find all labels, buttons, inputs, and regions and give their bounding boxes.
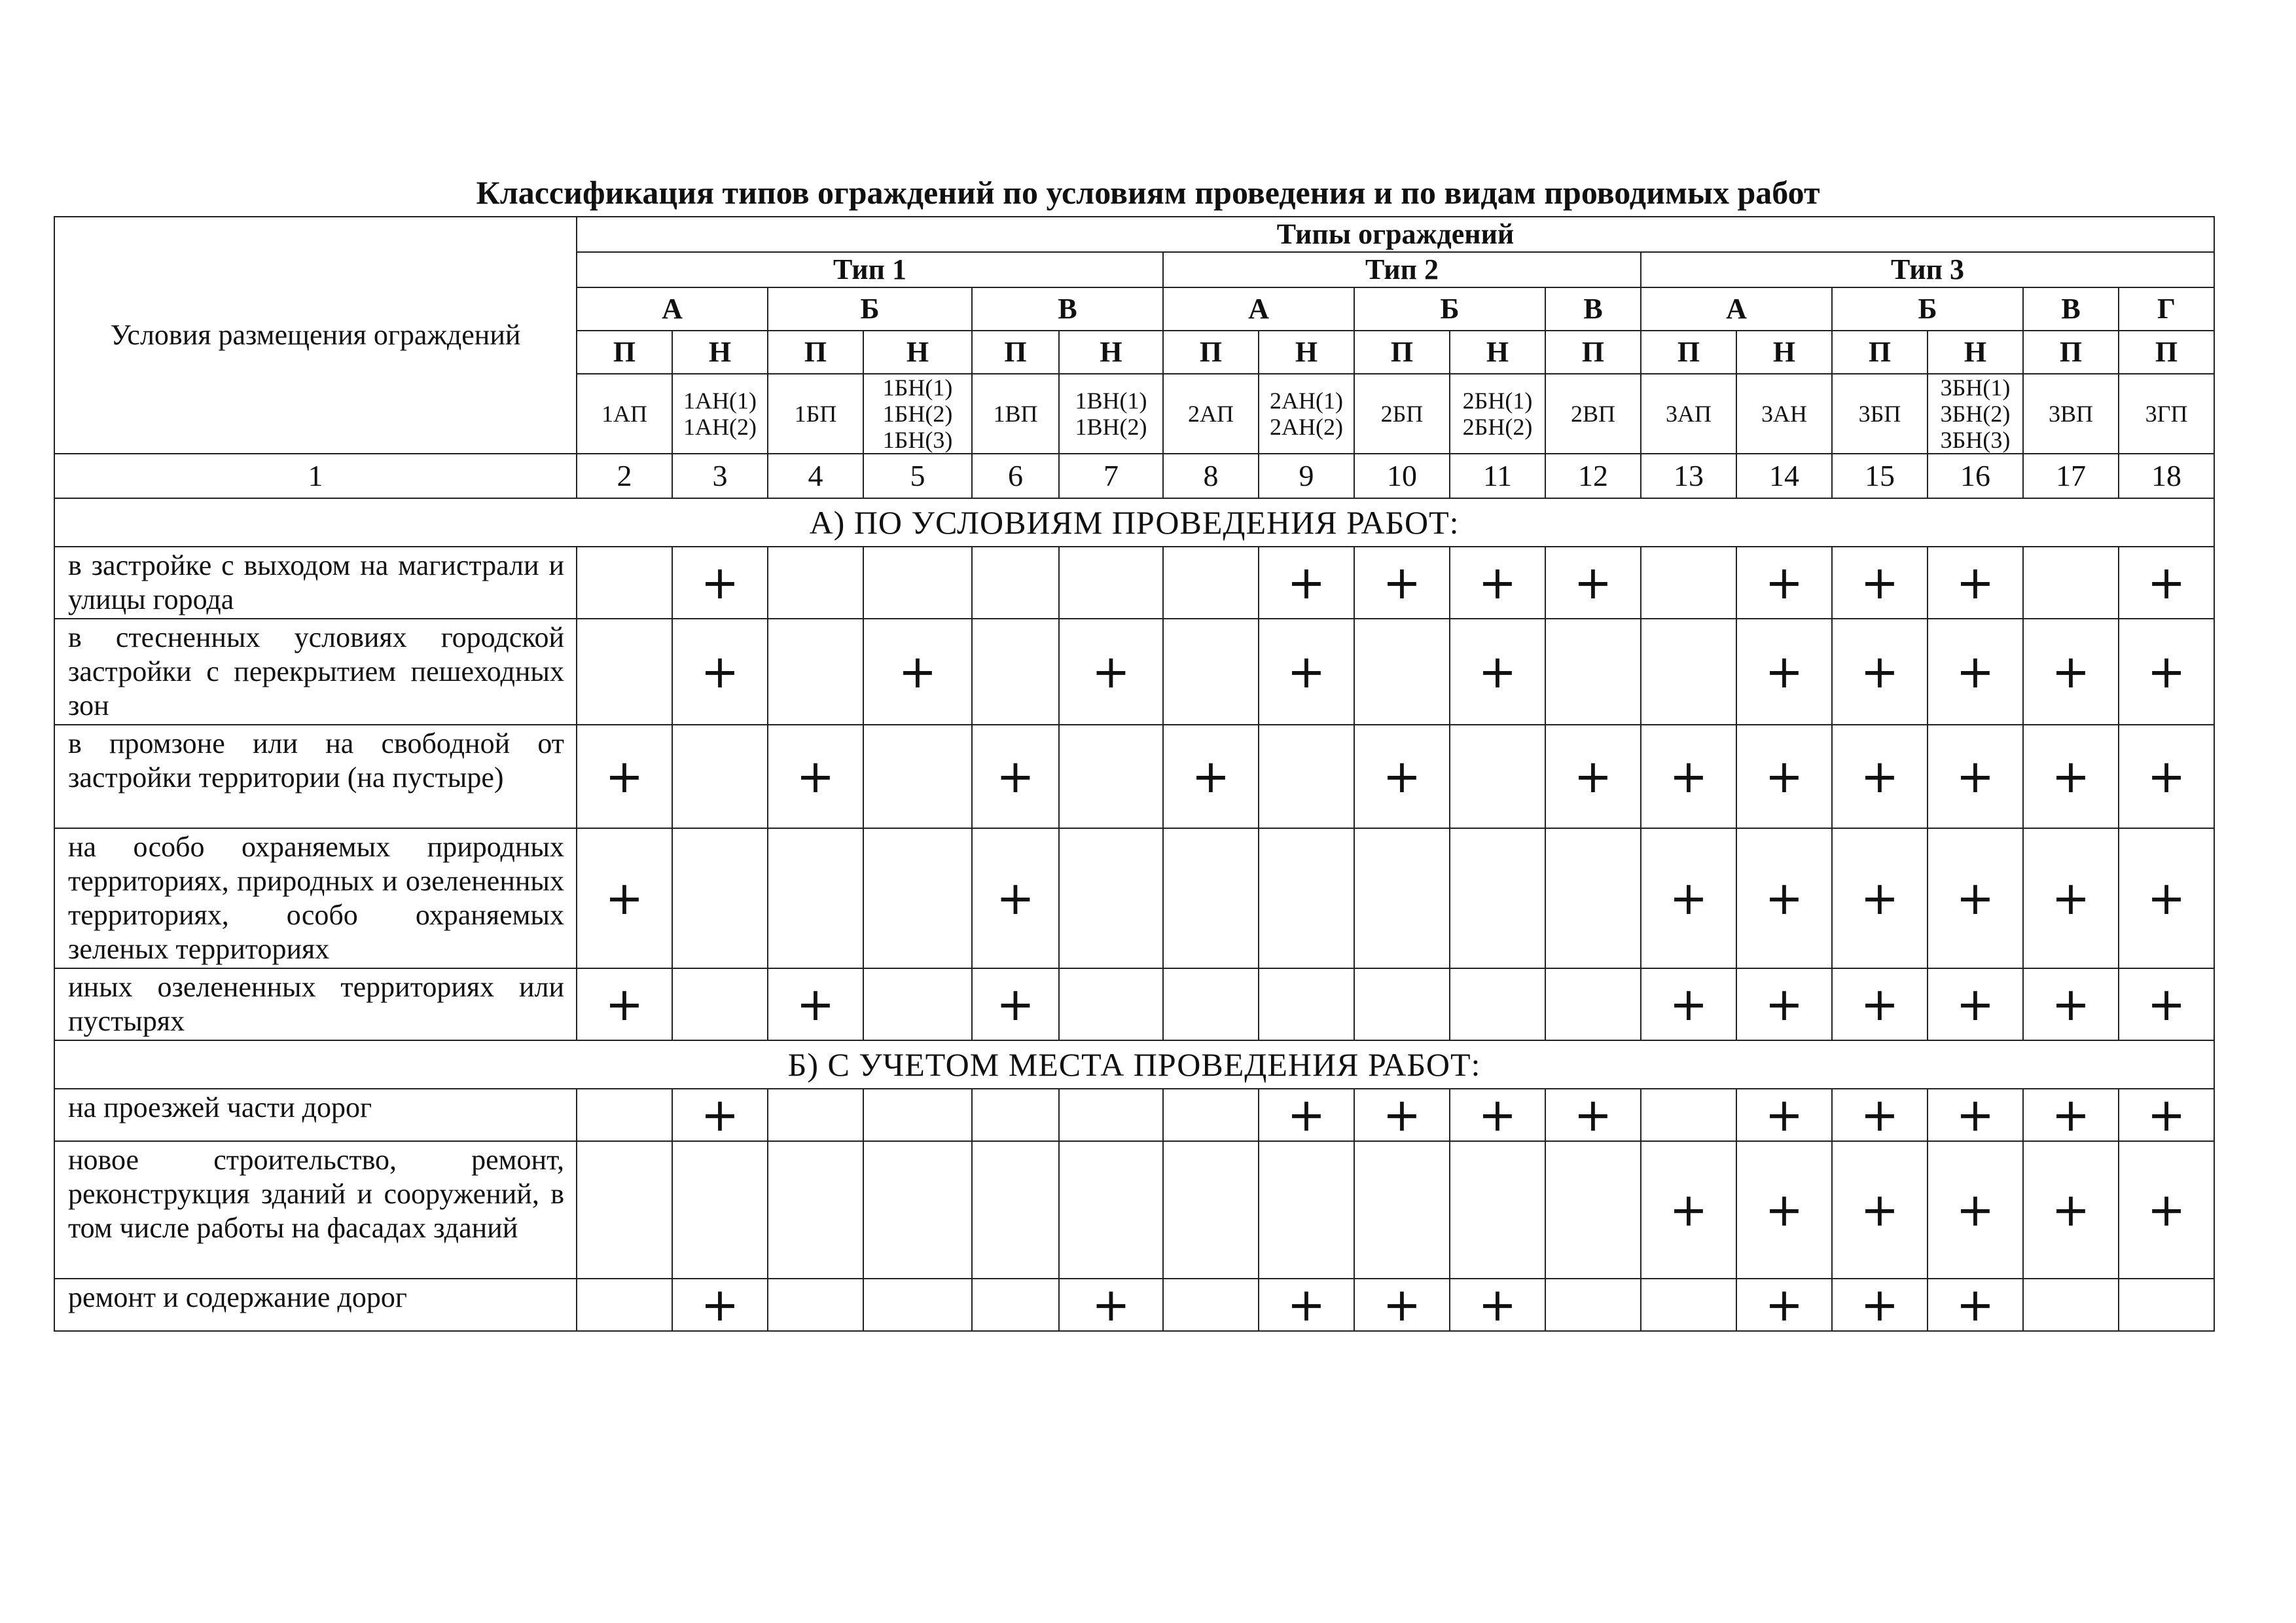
empty-cell xyxy=(1163,828,1259,968)
fence-code xyxy=(672,374,768,454)
empty-cell xyxy=(1163,547,1259,619)
plus-mark: + xyxy=(1259,1089,1354,1141)
empty-cell xyxy=(1163,1089,1259,1141)
plus-mark: + xyxy=(1832,1141,1928,1279)
fence-code-line: 2БН(2) xyxy=(1462,414,1533,440)
empty-cell xyxy=(1259,968,1354,1040)
fence-code-line: 2БН(1) xyxy=(1462,388,1533,414)
group-header: В xyxy=(972,287,1163,331)
condition-label: ремонт и содержание дорог xyxy=(54,1279,577,1331)
plus-mark: + xyxy=(1450,547,1545,619)
pn-header: Н xyxy=(1059,331,1163,374)
pn-header: Н xyxy=(1928,331,2023,374)
pn-header: П xyxy=(768,331,863,374)
plus-mark: + xyxy=(863,619,972,725)
plus-mark: + xyxy=(1545,725,1641,828)
fence-code-line: 3БН(2) xyxy=(1940,401,2011,427)
plus-mark: + xyxy=(1928,725,2023,828)
plus-mark: + xyxy=(1832,725,1928,828)
group-header: Б xyxy=(1354,287,1545,331)
empty-cell xyxy=(1641,1089,1736,1141)
fence-code-line: 1АП xyxy=(601,401,647,427)
empty-cell xyxy=(2023,547,2119,619)
document-title: Классификация типов ограждений по условиям проведения и по видам проводимых работ xyxy=(476,174,1820,211)
fence-code xyxy=(1928,374,2023,454)
fence-code-line: 1БН(3) xyxy=(882,427,953,453)
condition-label: новое строительство, ремонт, реконструкция зданий и сооружений, в том числе работы на фасадах зданий xyxy=(54,1141,577,1279)
empty-cell xyxy=(1545,619,1641,725)
plus-mark: + xyxy=(1928,828,2023,968)
plus-mark: + xyxy=(2119,828,2214,968)
empty-cell xyxy=(577,1141,672,1279)
plus-mark: + xyxy=(1832,968,1928,1040)
plus-mark: + xyxy=(1928,619,2023,725)
plus-mark: + xyxy=(1832,547,1928,619)
column-number: 6 xyxy=(972,454,1059,498)
fence-code-line: 3БН(1) xyxy=(1940,374,2011,401)
fence-code xyxy=(1354,374,1450,454)
plus-mark: + xyxy=(1736,725,1832,828)
fence-types-header: Типы ограждений xyxy=(577,217,2214,252)
table-row xyxy=(54,1141,2214,1279)
group-header: Г xyxy=(2119,287,2214,331)
plus-mark: + xyxy=(768,968,863,1040)
plus-mark: + xyxy=(1736,828,1832,968)
fence-code xyxy=(1736,374,1832,454)
empty-cell xyxy=(1450,828,1545,968)
plus-mark: + xyxy=(768,725,863,828)
empty-cell xyxy=(1059,1089,1163,1141)
fence-code xyxy=(1641,374,1736,454)
column-number: 16 xyxy=(1928,454,2023,498)
group-header: В xyxy=(1545,287,1641,331)
column-number: 3 xyxy=(672,454,768,498)
column-number: 17 xyxy=(2023,454,2119,498)
column-number: 7 xyxy=(1059,454,1163,498)
empty-cell xyxy=(863,725,972,828)
column-number: 18 xyxy=(2119,454,2214,498)
table-row xyxy=(54,619,2214,725)
condition-label: на проезжей части дорог xyxy=(54,1089,577,1141)
pn-header: Н xyxy=(1450,331,1545,374)
empty-cell xyxy=(1354,968,1450,1040)
pn-header: П xyxy=(2119,331,2214,374)
fence-code xyxy=(1545,374,1641,454)
plus-mark: + xyxy=(1736,1089,1832,1141)
empty-cell xyxy=(768,547,863,619)
fence-code-line: 1БН(1) xyxy=(882,374,953,401)
table-row xyxy=(54,725,2214,828)
pn-header: Н xyxy=(672,331,768,374)
plus-mark: + xyxy=(2119,1089,2214,1141)
empty-cell xyxy=(972,547,1059,619)
plus-mark: + xyxy=(972,828,1059,968)
fence-code xyxy=(1450,374,1545,454)
pn-header: П xyxy=(1163,331,1259,374)
empty-cell xyxy=(577,547,672,619)
plus-mark: + xyxy=(1259,619,1354,725)
plus-mark: + xyxy=(1163,725,1259,828)
fence-code-line: 1АН(1) xyxy=(683,388,757,414)
fence-code-line: 2ВП xyxy=(1570,401,1615,427)
condition-header: Условия размещения ограждений xyxy=(54,217,577,454)
plus-mark: + xyxy=(2119,968,2214,1040)
fence-code-line: 2АН(2) xyxy=(1270,414,1343,440)
empty-cell xyxy=(972,1089,1059,1141)
empty-cell xyxy=(863,1141,972,1279)
plus-mark: + xyxy=(1928,1141,2023,1279)
empty-cell xyxy=(1163,968,1259,1040)
fence-code xyxy=(1059,374,1163,454)
empty-cell xyxy=(1354,619,1450,725)
fence-code xyxy=(1259,374,1354,454)
plus-mark: + xyxy=(972,725,1059,828)
empty-cell xyxy=(863,828,972,968)
plus-mark: + xyxy=(2119,1141,2214,1279)
table-row xyxy=(54,968,2214,1040)
empty-cell xyxy=(972,1279,1059,1331)
plus-mark: + xyxy=(1736,1279,1832,1331)
plus-mark: + xyxy=(1354,1089,1450,1141)
empty-cell xyxy=(768,1089,863,1141)
empty-cell xyxy=(1059,968,1163,1040)
fence-code-line: 1ВП xyxy=(993,401,1038,427)
table-row xyxy=(54,828,2214,968)
fence-classification-table xyxy=(54,216,2215,1332)
column-number: 2 xyxy=(577,454,672,498)
column-number: 1 xyxy=(54,454,577,498)
empty-cell xyxy=(1545,1141,1641,1279)
group-header: В xyxy=(2023,287,2119,331)
plus-mark: + xyxy=(1545,1089,1641,1141)
empty-cell xyxy=(1641,619,1736,725)
empty-cell xyxy=(1545,968,1641,1040)
fence-code-line: 1ВН(1) xyxy=(1075,388,1147,414)
plus-mark: + xyxy=(1259,1279,1354,1331)
empty-cell xyxy=(2023,1279,2119,1331)
fence-code xyxy=(1832,374,1928,454)
fence-code-line: 2БП xyxy=(1380,401,1424,427)
plus-mark: + xyxy=(577,828,672,968)
pn-header: П xyxy=(577,331,672,374)
plus-mark: + xyxy=(972,968,1059,1040)
fence-code-line: 3АН xyxy=(1761,401,1807,427)
empty-cell xyxy=(1259,828,1354,968)
plus-mark: + xyxy=(1928,1089,2023,1141)
plus-mark: + xyxy=(2119,725,2214,828)
empty-cell xyxy=(768,1141,863,1279)
empty-cell xyxy=(972,1141,1059,1279)
condition-label: на особо охраняемых природных территориях, природных и озелененных территориях, особо охраняемых зеленых территориях xyxy=(54,828,577,968)
table-row xyxy=(54,1089,2214,1141)
condition-label: в промзоне или на свободной от застройки территории (на пустыре) xyxy=(54,725,577,828)
empty-cell xyxy=(1450,968,1545,1040)
pn-header: П xyxy=(1545,331,1641,374)
empty-cell xyxy=(863,547,972,619)
condition-label: иных озелененных территориях или пустырях xyxy=(54,968,577,1040)
group-header: Б xyxy=(768,287,972,331)
empty-cell xyxy=(1641,1279,1736,1331)
group-header: А xyxy=(1641,287,1832,331)
plus-mark: + xyxy=(1832,619,1928,725)
empty-cell xyxy=(1354,1141,1450,1279)
plus-mark: + xyxy=(2119,547,2214,619)
type-header: Тип 1 xyxy=(577,252,1163,287)
column-number: 9 xyxy=(1259,454,1354,498)
fence-code-line: 3ВП xyxy=(2048,401,2093,427)
column-number: 4 xyxy=(768,454,863,498)
empty-cell xyxy=(768,828,863,968)
fence-code xyxy=(2023,374,2119,454)
plus-mark: + xyxy=(1354,547,1450,619)
empty-cell xyxy=(1354,828,1450,968)
fence-code xyxy=(768,374,863,454)
column-number: 14 xyxy=(1736,454,1832,498)
table-row xyxy=(54,1279,2214,1331)
empty-cell xyxy=(1163,1279,1259,1331)
empty-cell xyxy=(672,1141,768,1279)
plus-mark: + xyxy=(1736,968,1832,1040)
empty-cell xyxy=(768,1279,863,1331)
column-number: 5 xyxy=(863,454,972,498)
pn-header: П xyxy=(1354,331,1450,374)
plus-mark: + xyxy=(1832,828,1928,968)
pn-header: Н xyxy=(1736,331,1832,374)
plus-mark: + xyxy=(1832,1279,1928,1331)
empty-cell xyxy=(2119,1279,2214,1331)
empty-cell xyxy=(1059,1141,1163,1279)
empty-cell xyxy=(768,619,863,725)
empty-cell xyxy=(1545,828,1641,968)
column-number: 11 xyxy=(1450,454,1545,498)
plus-mark: + xyxy=(1059,619,1163,725)
group-header: А xyxy=(577,287,768,331)
empty-cell xyxy=(863,1089,972,1141)
plus-mark: + xyxy=(2023,1089,2119,1141)
fence-code xyxy=(1163,374,1259,454)
plus-mark: + xyxy=(577,725,672,828)
empty-cell xyxy=(972,619,1059,725)
fence-code-line: 1АН(2) xyxy=(683,414,757,440)
column-number: 13 xyxy=(1641,454,1736,498)
pn-header: Н xyxy=(863,331,972,374)
empty-cell xyxy=(1163,619,1259,725)
group-header: А xyxy=(1163,287,1354,331)
empty-cell xyxy=(1450,1141,1545,1279)
section-title: А) ПО УСЛОВИЯМ ПРОВЕДЕНИЯ РАБОТ: xyxy=(54,498,2214,547)
plus-mark: + xyxy=(1928,1279,2023,1331)
plus-mark: + xyxy=(1736,547,1832,619)
plus-mark: + xyxy=(2119,619,2214,725)
column-number: 10 xyxy=(1354,454,1450,498)
empty-cell xyxy=(1163,1141,1259,1279)
plus-mark: + xyxy=(1354,1279,1450,1331)
empty-cell xyxy=(1545,1279,1641,1331)
plus-mark: + xyxy=(2023,725,2119,828)
column-number: 8 xyxy=(1163,454,1259,498)
fence-code-line: 2АН(1) xyxy=(1270,388,1343,414)
fence-code-line: 1ВН(2) xyxy=(1075,414,1147,440)
condition-label: в стесненных условиях городской застройки с перекрытием пешеходных зон xyxy=(54,619,577,725)
plus-mark: + xyxy=(1928,968,2023,1040)
fence-code xyxy=(577,374,672,454)
empty-cell xyxy=(1059,828,1163,968)
empty-cell xyxy=(672,828,768,968)
empty-cell xyxy=(1450,725,1545,828)
fence-code-line: 1БН(2) xyxy=(882,401,953,427)
pn-header: Н xyxy=(1259,331,1354,374)
plus-mark: + xyxy=(1354,725,1450,828)
plus-mark: + xyxy=(672,1089,768,1141)
plus-mark: + xyxy=(1832,1089,1928,1141)
column-number: 15 xyxy=(1832,454,1928,498)
fence-code-line: 3АП xyxy=(1666,401,1712,427)
plus-mark: + xyxy=(1545,547,1641,619)
plus-mark: + xyxy=(1641,1141,1736,1279)
type-header: Тип 2 xyxy=(1163,252,1641,287)
fence-code-line: 3БП xyxy=(1858,401,1901,427)
fence-code-line: 3БН(3) xyxy=(1940,427,2011,453)
condition-label: в застройке с выходом на магистрали и улицы города xyxy=(54,547,577,619)
empty-cell xyxy=(1259,725,1354,828)
empty-cell xyxy=(672,968,768,1040)
empty-cell xyxy=(672,725,768,828)
plus-mark: + xyxy=(1736,1141,1832,1279)
pn-header: П xyxy=(972,331,1059,374)
empty-cell xyxy=(1059,725,1163,828)
empty-cell xyxy=(863,968,972,1040)
plus-mark: + xyxy=(2023,968,2119,1040)
plus-mark: + xyxy=(2023,828,2119,968)
empty-cell xyxy=(1641,547,1736,619)
plus-mark: + xyxy=(1641,828,1736,968)
plus-mark: + xyxy=(1450,619,1545,725)
plus-mark: + xyxy=(1450,1089,1545,1141)
pn-header: П xyxy=(1641,331,1736,374)
plus-mark: + xyxy=(1641,725,1736,828)
fence-code xyxy=(972,374,1059,454)
plus-mark: + xyxy=(2023,619,2119,725)
empty-cell xyxy=(1259,1141,1354,1279)
fence-code-line: 1БП xyxy=(794,401,837,427)
fence-code xyxy=(863,374,972,454)
plus-mark: + xyxy=(577,968,672,1040)
group-header: Б xyxy=(1832,287,2023,331)
plus-mark: + xyxy=(672,1279,768,1331)
plus-mark: + xyxy=(1059,1279,1163,1331)
plus-mark: + xyxy=(672,547,768,619)
empty-cell xyxy=(863,1279,972,1331)
plus-mark: + xyxy=(1641,968,1736,1040)
type-header: Тип 3 xyxy=(1641,252,2214,287)
plus-mark: + xyxy=(2023,1141,2119,1279)
plus-mark: + xyxy=(1928,547,2023,619)
plus-mark: + xyxy=(1736,619,1832,725)
empty-cell xyxy=(577,1089,672,1141)
fence-code xyxy=(2119,374,2214,454)
fence-code-line: 2АП xyxy=(1188,401,1234,427)
plus-mark: + xyxy=(1450,1279,1545,1331)
fence-code-line: 3ГП xyxy=(2145,401,2188,427)
pn-header: П xyxy=(1832,331,1928,374)
section-title: Б) С УЧЕТОМ МЕСТА ПРОВЕДЕНИЯ РАБОТ: xyxy=(54,1040,2214,1089)
column-number: 12 xyxy=(1545,454,1641,498)
plus-mark: + xyxy=(672,619,768,725)
empty-cell xyxy=(577,1279,672,1331)
plus-mark: + xyxy=(1259,547,1354,619)
table-row xyxy=(54,547,2214,619)
empty-cell xyxy=(1059,547,1163,619)
empty-cell xyxy=(577,619,672,725)
pn-header: П xyxy=(2023,331,2119,374)
